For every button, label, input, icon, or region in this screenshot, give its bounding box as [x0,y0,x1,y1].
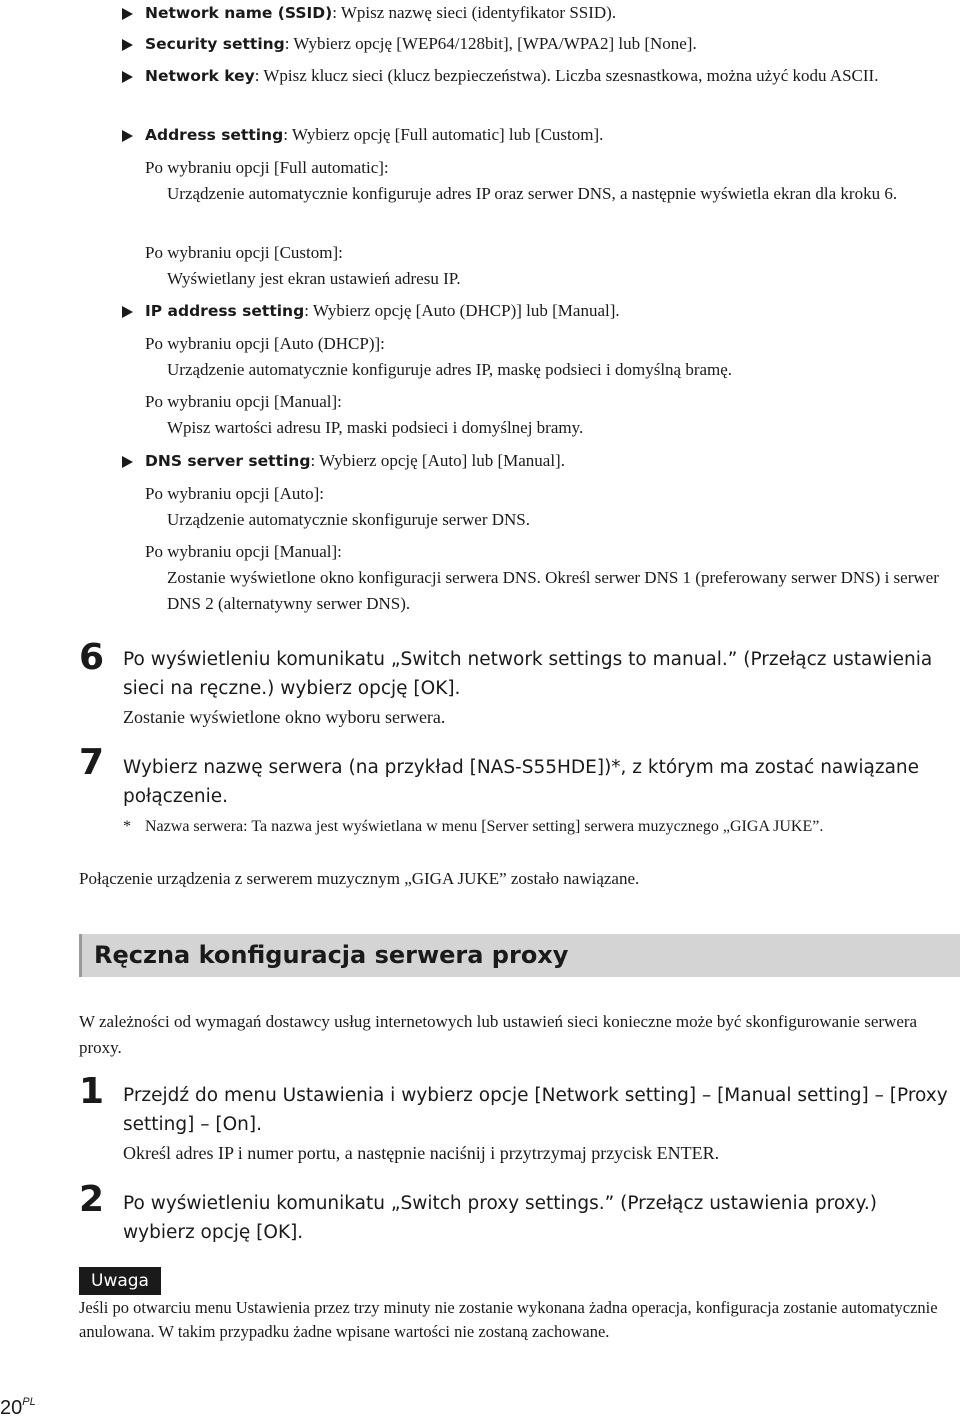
address-option-custom-detail: Wyświetlany jest ekran ustawień adresu IP. [167,269,461,288]
bullet-security-setting [122,31,942,57]
page-number [0,1390,36,1420]
address-option-full-detail: Urządzenie automatycznie konfiguruje adres IP oraz serwer DNS, a następnie wyświetla ekran dla kroku 6. [167,184,898,203]
page-language: PL [22,1396,36,1408]
bullet-text: : Wybierz opcję [WEP64/128bit], [WPA/WPA2] lub [None]. [284,34,697,53]
connection-confirmation: Połączenie urządzenia z serwerem muzycznym „GIGA JUKE” zostało nawiązane. [79,869,640,888]
footnote-marker: * [123,818,131,835]
footnote [123,815,953,839]
address-option-full: Po wybraniu opcji [Full automatic]: [145,158,389,177]
triangle-bullet-icon [122,71,133,83]
bullet-key: IP address setting [145,302,305,320]
step-7-text: Wybierz nazwę serwera (na przykład [NAS-S55HDE])*, z którym ma zostać nawiązane połączenie. [123,757,920,807]
bullet-key: Security setting [145,35,285,53]
triangle-bullet-icon [122,306,133,318]
triangle-bullet-icon [122,456,133,468]
page-number-value: 20 [0,1397,23,1419]
step-number: 1 [79,1071,105,1112]
proxy-step-2-text: Po wyświetleniu komunikatu „Switch proxy settings.” (Przełącz ustawienia proxy.) wybierz opcję [OK]. [123,1193,877,1243]
section-title: Ręczna konfiguracja serwera proxy [94,941,569,969]
bullet-network-name [122,0,942,26]
ip-option-auto-detail: Urządzenie automatycznie konfiguruje adres IP, maskę podsieci i domyślną bramę. [167,360,733,379]
ip-option-manual: Po wybraniu opcji [Manual]: [145,392,342,411]
bullet-text: : Wybierz opcję [Full automatic] lub [Custom]. [283,125,604,144]
dns-option-manual: Po wybraniu opcji [Manual]: [145,542,342,561]
triangle-bullet-icon [122,130,133,142]
address-option-custom: Po wybraniu opcji [Custom]: [145,243,343,262]
dns-option-auto: Po wybraniu opcji [Auto]: [145,484,324,503]
step-6-sub: Zostanie wyświetlone okno wyboru serwera. [123,707,446,727]
bullet-text: : Wybierz opcję [Auto (DHCP)] lub [Manual]. [304,301,620,320]
bullet-address-setting [122,122,942,148]
triangle-bullet-icon [122,8,133,20]
proxy-step-1-text: Przejdź do menu Ustawienia i wybierz opcje [Network setting] – [Manual setting] – [Proxy setting] – [On]. [123,1085,948,1135]
dns-option-auto-detail: Urządzenie automatycznie skonfiguruje serwer DNS. [167,510,531,529]
step-number: 2 [79,1179,105,1220]
bullet-ip-address-setting [122,298,942,324]
step-number: 7 [79,742,105,783]
bullet-text: : Wybierz opcję [Auto] lub [Manual]. [310,451,565,470]
ip-option-manual-detail: Wpisz wartości adresu IP, maski podsieci i domyślnej bramy. [167,418,584,437]
ip-option-auto: Po wybraniu opcji [Auto (DHCP)]: [145,334,385,353]
step-6-text: Po wyświetleniu komunikatu „Switch network settings to manual.” (Przełącz ustawienia sieci na ręczne.) wybierz opcję [OK]. [123,649,933,699]
triangle-bullet-icon [122,39,133,51]
bullet-text: : Wpisz klucz sieci (klucz bezpieczeństwa). Liczba szesnastkowa, można użyć kodu ASCII. [254,66,879,85]
bullet-text: : Wpisz nazwę sieci (identyfikator SSID). [332,3,617,22]
step-number: 6 [79,637,105,678]
bullet-key: DNS server setting [145,452,311,470]
note-text: Jeśli po otwarciu menu Ustawienia przez trzy minuty nie zostanie wykonana żadna operacja, konfiguracja zostanie automatycznie anulowana. W takim przypadku żadne wpisane wartości nie zostaną zachowane. [79,1298,938,1341]
section-intro: W zależności od wymagań dostawcy usług internetowych lub ustawień sieci konieczne może być skonfigurowanie serwera proxy. [79,1012,918,1057]
note-badge: Uwaga [79,1267,161,1295]
dns-option-manual-detail: Zostanie wyświetlone okno konfiguracji serwera DNS. Określ serwer DNS 1 (preferowany serwer DNS) i serwer DNS 2 (alternatywny serwer DNS). [167,568,939,613]
bullet-key: Network key [145,67,255,85]
bullet-dns-server-setting [122,448,942,474]
proxy-step-1-sub: Określ adres IP i numer portu, a następnie naciśnij i przytrzymaj przycisk ENTER. [123,1143,720,1163]
bullet-network-key [122,63,942,89]
bullet-key: Address setting [145,126,284,144]
section-heading-band [79,934,960,977]
footnote-text: Nazwa serwera: Ta nazwa jest wyświetlana w menu [Server setting] serwera muzycznego „GIGA JUKE”. [145,818,824,835]
bullet-key: Network name (SSID) [145,4,333,22]
